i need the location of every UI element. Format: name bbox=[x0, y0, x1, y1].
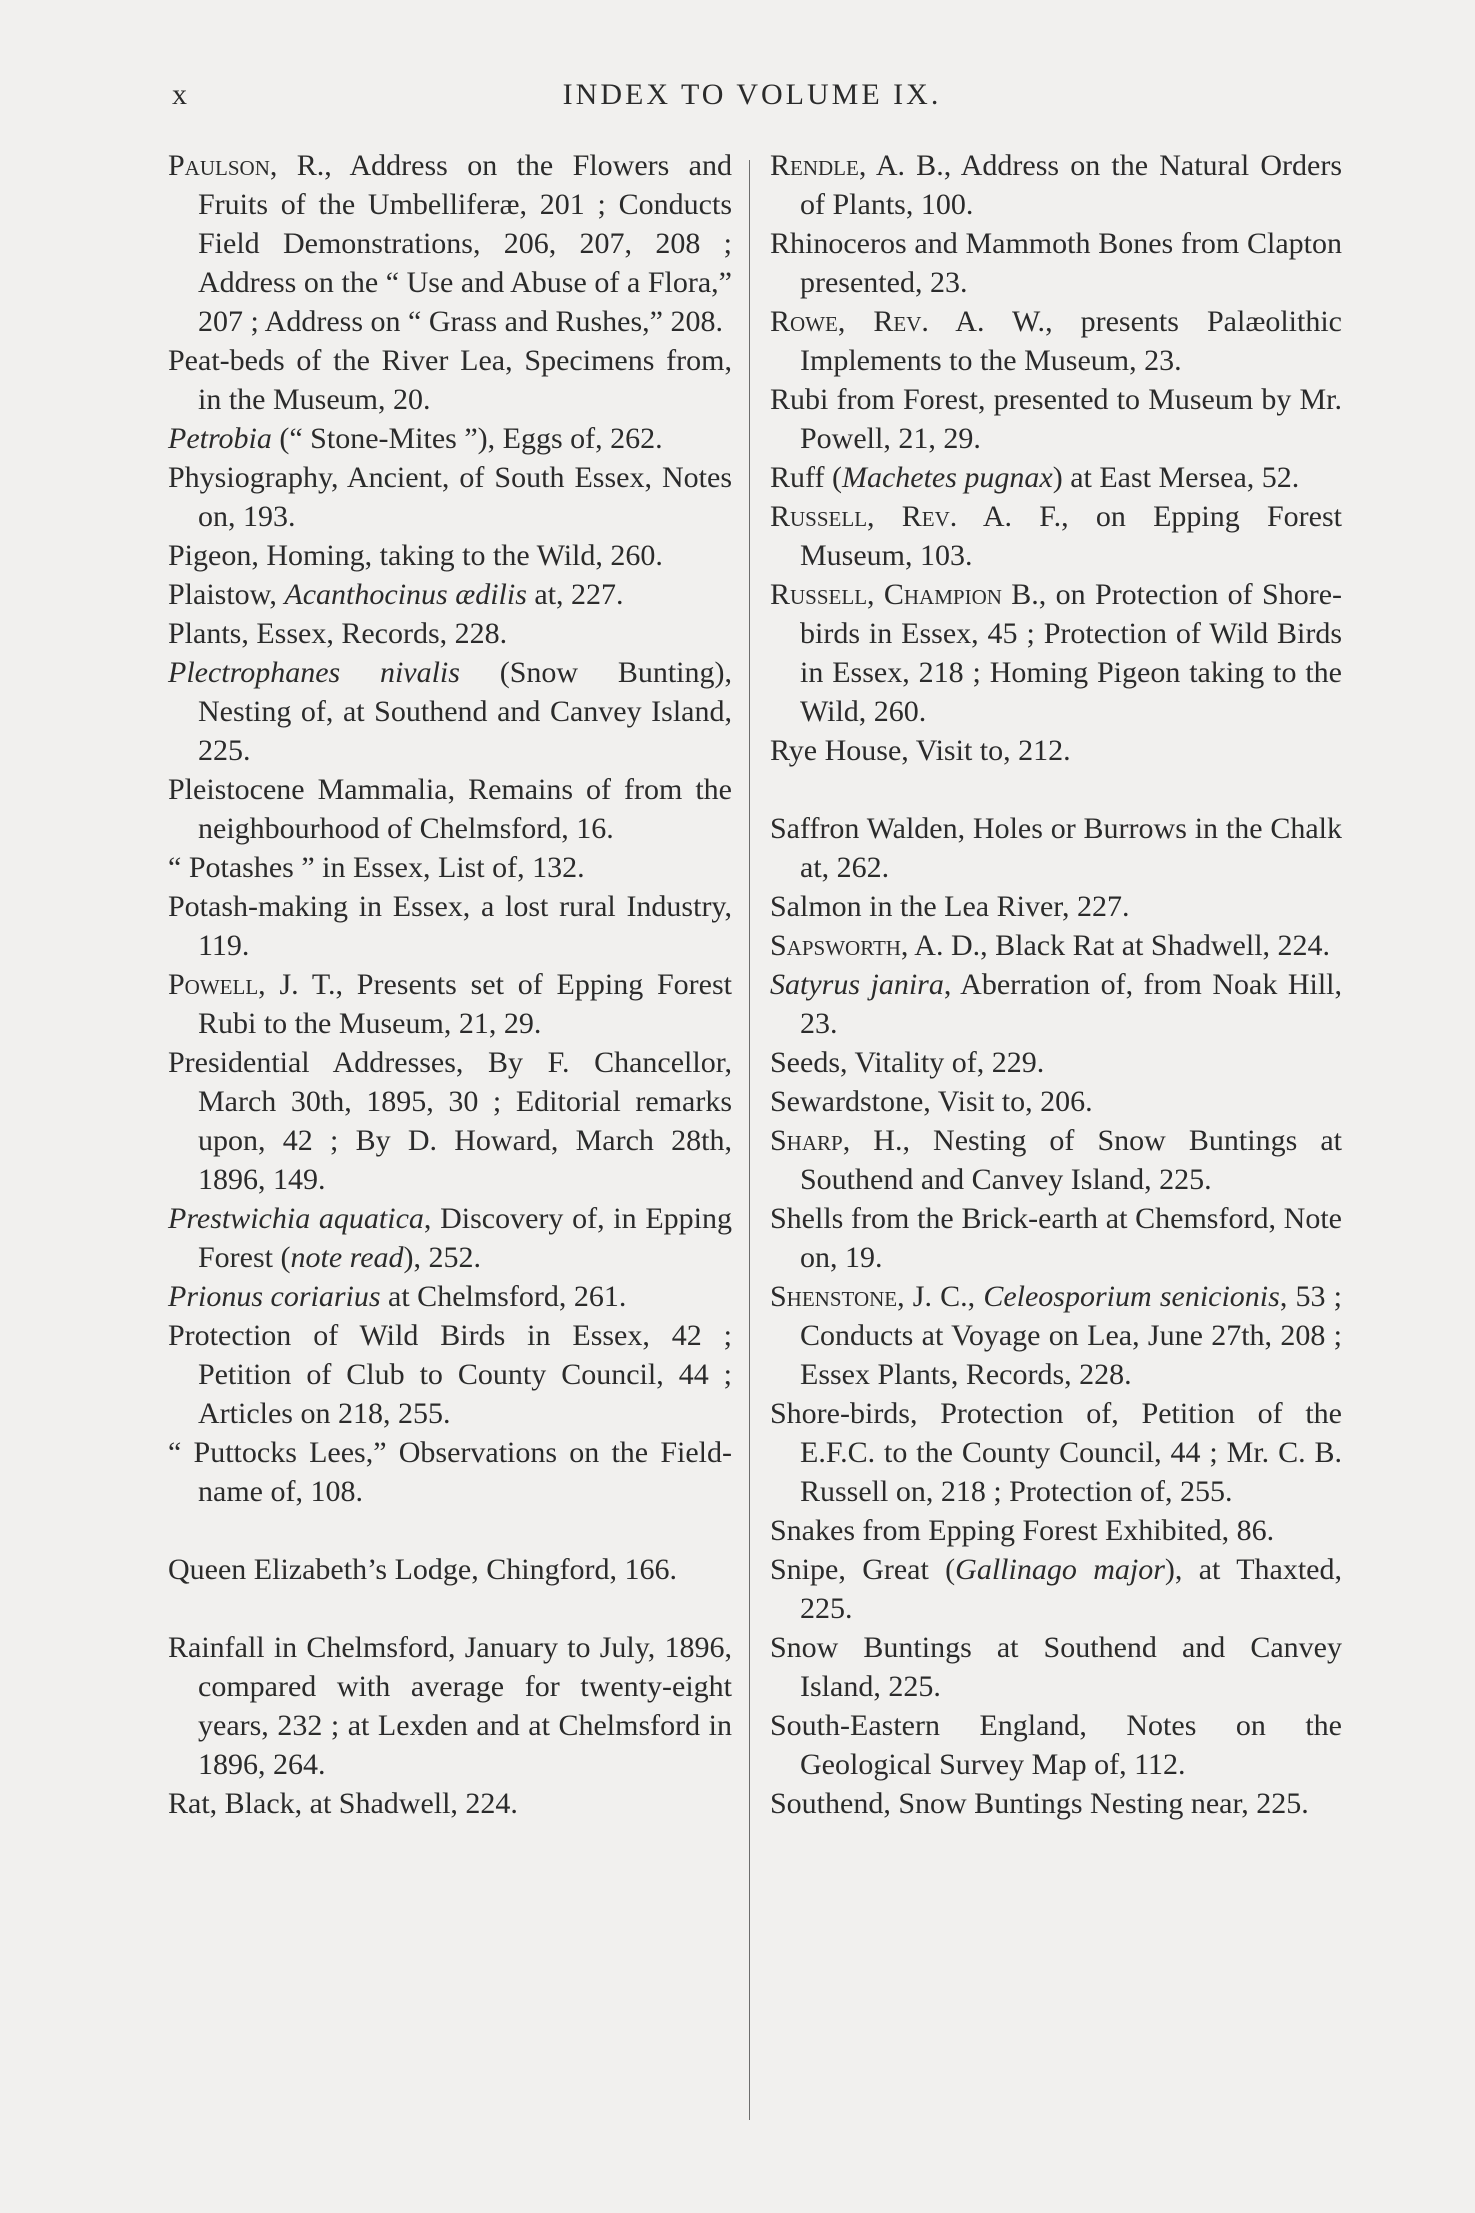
entry-text: Queen Elizabeth’s Lodge, Chingford, 166. bbox=[168, 1553, 678, 1586]
entry-text: Protection of Wild Birds in Essex, 42 ; Petition of Club to County Council, 44 ; Articles on 218, 255. bbox=[168, 1319, 732, 1430]
entry-text: Saffron Walden, Holes or Burrows in the Chalk at, 262. bbox=[770, 812, 1342, 884]
index-entry bbox=[168, 1784, 732, 1823]
entry-italic: Acanthocinus ædilis bbox=[284, 578, 527, 611]
index-column-left bbox=[168, 146, 732, 1823]
index-entry bbox=[168, 653, 732, 770]
entry-text-tail: ), at Thaxted, 225. bbox=[800, 1553, 1342, 1625]
index-entry bbox=[168, 1199, 732, 1277]
index-entry bbox=[770, 1199, 1342, 1277]
index-entry bbox=[770, 1043, 1342, 1082]
index-entry bbox=[770, 731, 1342, 770]
index-entry bbox=[770, 1121, 1342, 1199]
index-entry bbox=[770, 224, 1342, 302]
index-entry bbox=[168, 965, 732, 1043]
index-entry bbox=[770, 458, 1342, 497]
index-entry bbox=[770, 146, 1342, 224]
index-entry bbox=[168, 887, 732, 965]
entry-text-tail: at, 227. bbox=[526, 578, 624, 611]
entry-italic: Machetes pugnax bbox=[841, 461, 1053, 494]
entry-italic: Gallinago major bbox=[955, 1553, 1165, 1586]
entry-text: Peat-beds of the River Lea, Specimens from, in the Museum, 20. bbox=[168, 344, 732, 416]
entry-text: at Chelmsford, 261. bbox=[380, 1280, 627, 1313]
entry-text: Rubi from Forest, presented to Museum by Mr. Powell, 21, 29. bbox=[770, 383, 1342, 455]
entry-text: Presidential Addresses, By F. Chancellor, March 30th, 1895, 30 ; Editorial remarks upon, 42 ; By D. Howard, March 28th, 1896, 149. bbox=[168, 1046, 732, 1196]
entry-heading: Satyrus janira bbox=[770, 968, 944, 1001]
index-entry bbox=[168, 614, 732, 653]
page-folio: x bbox=[172, 78, 189, 111]
index-entry bbox=[168, 770, 732, 848]
entry-text: “ Potashes ” in Essex, List of, 132. bbox=[168, 851, 585, 884]
entry-text: , bbox=[967, 1280, 984, 1313]
entry-heading: Sapsworth, A. D. bbox=[770, 929, 981, 962]
entry-text: (“ Stone-Mites ”), Eggs of, 262. bbox=[271, 422, 663, 455]
entry-text: , Black Rat at Shadwell, 224. bbox=[980, 929, 1331, 962]
index-entry bbox=[168, 575, 732, 614]
index-entry bbox=[168, 1277, 732, 1316]
entry-text: Seeds, Vitality of, 229. bbox=[770, 1046, 1045, 1079]
entry-text: Snow Buntings at Southend and Canvey Island, 225. bbox=[770, 1631, 1342, 1703]
index-entry bbox=[770, 809, 1342, 887]
entry-text: Pigeon, Homing, taking to the Wild, 260. bbox=[168, 539, 663, 572]
index-entry bbox=[770, 1784, 1342, 1823]
index-entry bbox=[770, 380, 1342, 458]
entry-heading: Plectrophanes nivalis bbox=[168, 656, 460, 689]
entry-text: Potash-making in Essex, a lost rural Industry, 119. bbox=[168, 890, 732, 962]
page-header bbox=[172, 78, 1332, 118]
entry-text: “ Puttocks Lees,” Observations on the Field-name of, 108. bbox=[168, 1436, 732, 1508]
entry-heading: Shenstone, J. C. bbox=[770, 1280, 968, 1313]
entry-heading: Russell, Champion B. bbox=[770, 578, 1039, 611]
entry-text: , Address on the Natural Orders of Plants, 100. bbox=[800, 149, 1342, 221]
entry-text: Rat, Black, at Shadwell, 224. bbox=[168, 1787, 518, 1820]
index-entry bbox=[770, 926, 1342, 965]
index-entry bbox=[770, 575, 1342, 731]
entry-text-tail: ) at East Mersea, 52. bbox=[1052, 461, 1300, 494]
entry-text: , Aberration of, from Noak Hill, 23. bbox=[800, 968, 1342, 1040]
entry-text: Sewardstone, Visit to, 206. bbox=[770, 1085, 1093, 1118]
entry-heading: Rendle, A. B. bbox=[770, 149, 944, 182]
entry-text: Rainfall in Chelmsford, January to July, 1896, compared with average for twenty-eight years, 232 ; at Lexden and at Chelmsford in 1896, 264. bbox=[168, 1631, 732, 1781]
entry-italic: Celeosporium senicionis bbox=[983, 1280, 1280, 1313]
entry-text-tail: ), 252. bbox=[403, 1241, 482, 1274]
running-title: INDEX TO VOLUME IX. bbox=[562, 78, 942, 111]
entry-heading: Russell, Rev. A. F. bbox=[770, 500, 1062, 533]
entry-heading: Paulson, R. bbox=[168, 149, 325, 182]
index-entry bbox=[168, 1628, 732, 1784]
entry-text: , Nesting of Snow Buntings at Southend and Canvey Island, 225. bbox=[800, 1124, 1343, 1196]
index-entry bbox=[168, 146, 732, 341]
entry-text: , Address on the Flowers and Fruits of the Umbelliferæ, 201 ; Conducts Field Demonstrations, 206, 207, 208 ; Address on the “ Use and Abuse of a Flora,” 207 ; Address on “ Grass and Rushes,” 208. bbox=[198, 149, 733, 338]
index-entry bbox=[770, 1082, 1342, 1121]
index-entry bbox=[168, 341, 732, 419]
entry-text: Plants, Essex, Records, 228. bbox=[168, 617, 508, 650]
entry-text: Shells from the Brick-earth at Chemsford, Note on, 19. bbox=[770, 1202, 1342, 1274]
entry-heading: Petrobia bbox=[168, 422, 272, 455]
entry-text: Ruff ( bbox=[770, 461, 842, 494]
index-entry bbox=[168, 1316, 732, 1433]
index-entry bbox=[168, 458, 732, 536]
entry-text-tail: , 53 ; Conducts at Voyage on Lea, June 27th, 208 ; Essex Plants, Records, 228. bbox=[800, 1280, 1342, 1391]
entry-text: Shore-birds, Protection of, Petition of the E.F.C. to the County Council, 44 ; Mr. C. B. Russell on, 218 ; Protection of, 255. bbox=[770, 1397, 1342, 1508]
index-entry bbox=[168, 536, 732, 575]
index-entry bbox=[770, 1628, 1342, 1706]
index-entry bbox=[770, 1706, 1342, 1784]
entry-text: (Snow Bunting), Nesting of, at Southend and Canvey Island, 225. bbox=[198, 656, 732, 767]
index-entry bbox=[168, 1550, 732, 1589]
index-entry bbox=[770, 1277, 1342, 1394]
entry-text: Snakes from Epping Forest Exhibited, 86. bbox=[770, 1514, 1275, 1547]
index-entry bbox=[770, 497, 1342, 575]
entry-text: Rye House, Visit to, 212. bbox=[770, 734, 1071, 767]
entry-text: Plaistow, bbox=[168, 578, 285, 611]
entry-heading: Prionus coriarius bbox=[168, 1280, 381, 1313]
entry-text: Snipe, Great ( bbox=[770, 1553, 956, 1586]
index-entry bbox=[770, 887, 1342, 926]
index-entry bbox=[770, 1511, 1342, 1550]
entry-text: Salmon in the Lea River, 227. bbox=[770, 890, 1130, 923]
entry-text: , on Protection of Shore-birds in Essex, 45 ; Protection of Wild Birds in Essex, 218 ; Homing Pigeon taking to the Wild, 260. bbox=[800, 578, 1343, 728]
entry-heading: Powell, J. T. bbox=[168, 968, 336, 1001]
entry-text: Rhinoceros and Mammoth Bones from Clapton presented, 23. bbox=[770, 227, 1342, 299]
entry-text: , Discovery of, in Epping Forest ( bbox=[198, 1202, 732, 1274]
index-entry bbox=[770, 1394, 1342, 1511]
entry-heading: Rowe, Rev. A. W. bbox=[770, 305, 1046, 338]
index-entry bbox=[168, 848, 732, 887]
index-entry bbox=[168, 1043, 732, 1199]
entry-heading: Sharp, H. bbox=[770, 1124, 903, 1157]
index-entry bbox=[770, 302, 1342, 380]
entry-text: Southend, Snow Buntings Nesting near, 225. bbox=[770, 1787, 1309, 1820]
entry-text: South-Eastern England, Notes on the Geological Survey Map of, 112. bbox=[770, 1709, 1342, 1781]
index-entry bbox=[770, 1550, 1342, 1628]
entry-text: Pleistocene Mammalia, Remains of from the neighbourhood of Chelmsford, 16. bbox=[168, 773, 732, 845]
column-divider bbox=[749, 160, 750, 2120]
entry-italic: note read bbox=[290, 1241, 404, 1274]
index-entry bbox=[770, 965, 1342, 1043]
entry-text: , presents Palæolithic Implements to the Museum, 23. bbox=[800, 305, 1342, 377]
entry-text: , on Epping Forest Museum, 103. bbox=[800, 500, 1342, 572]
index-entry bbox=[168, 1433, 732, 1511]
entry-heading: Prestwichia aquatica bbox=[168, 1202, 424, 1235]
index-entry bbox=[168, 419, 732, 458]
entry-text: , Presents set of Epping Forest Rubi to the Museum, 21, 29. bbox=[198, 968, 732, 1040]
entry-text: Physiography, Ancient, of South Essex, Notes on, 193. bbox=[168, 461, 732, 533]
index-column-right bbox=[770, 146, 1342, 1823]
